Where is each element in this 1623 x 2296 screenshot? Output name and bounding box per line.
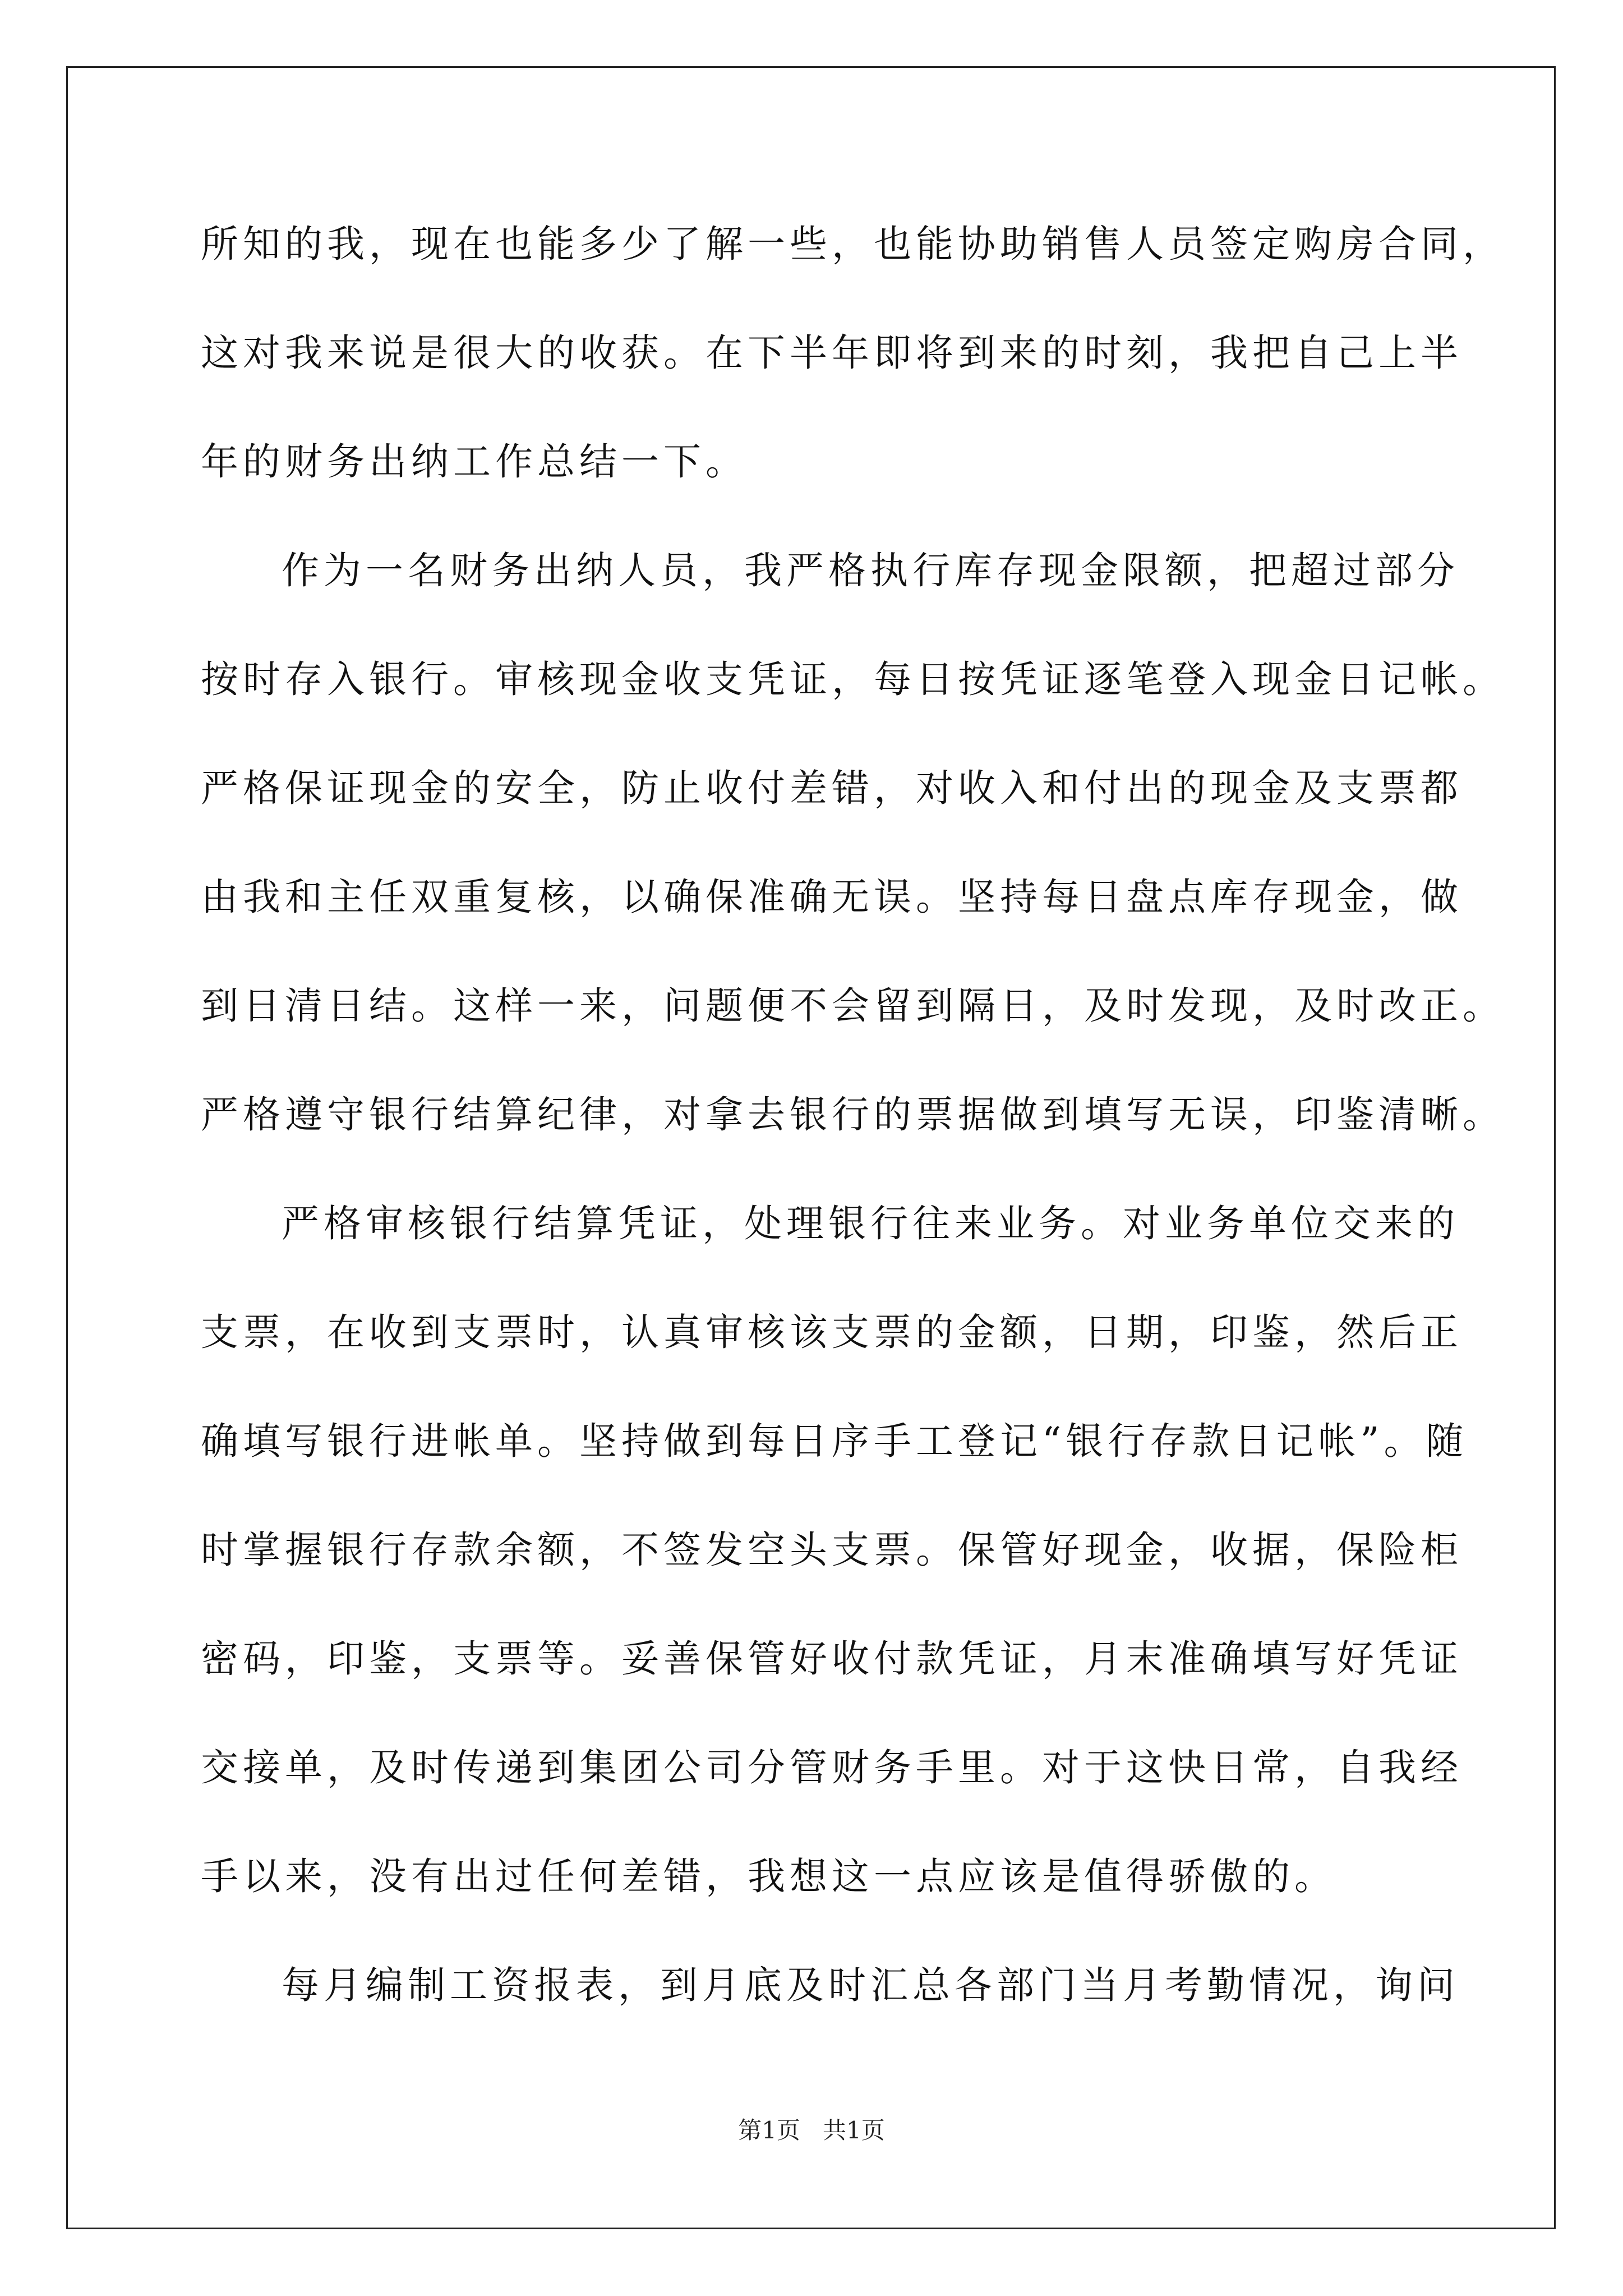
paragraph-first-line: 每月编制工资报表，到月底及时汇总各部门当月考勤情况，询问: [282, 1963, 1459, 2007]
text-line: 由我和主任双重复核，以确保准确无误。坚持每日盘点库存现金，做: [201, 875, 1463, 919]
text-line: 密码，印鉴，支票等。妥善保管好收付款凭证，月末准确填写好凭证: [201, 1637, 1463, 1681]
text-line: 这对我来说是很大的收获。在下半年即将到来的时刻，我把自己上半: [201, 331, 1463, 375]
text-line: 到日清日结。这样一来，问题便不会留到隔日，及时发现，及时改正。: [201, 984, 1505, 1028]
text-line: 严格遵守银行结算纪律，对拿去银行的票据做到填写无误，印鉴清晰。: [201, 1093, 1505, 1137]
paragraph-first-line: 严格审核银行结算凭证，处理银行往来业务。对业务单位交来的: [282, 1202, 1459, 1245]
text-line: 所知的我，现在也能多少了解一些，也能协助销售人员签定购房合同，: [201, 222, 1505, 266]
page-footer: 第1页 共1页: [738, 2116, 885, 2144]
text-line: 支票，在收到支票时，认真审核该支票的金额，日期，印鉴，然后正: [201, 1310, 1463, 1354]
text-line: 严格保证现金的安全，防止收付差错，对收入和付出的现金及支票都: [201, 766, 1463, 810]
text-line: 年的财务出纳工作总结一下。: [201, 440, 748, 484]
text-line: 按时存入银行。审核现金收支凭证，每日按凭证逐笔登入现金日记帐。: [201, 657, 1505, 701]
page-border: [66, 66, 1556, 2229]
text-line: 交接单，及时传递到集团公司分管财务手里。对于这快日常，自我经: [201, 1746, 1463, 1789]
text-line: 时掌握银行存款余额，不签发空头支票。保管好现金，收据，保险柜: [201, 1528, 1463, 1572]
text-line: 确填写银行进帐单。坚持做到每日序手工登记“银行存款日记帐”。随: [201, 1419, 1468, 1463]
paragraph-first-line: 作为一名财务出纳人员，我严格执行库存现金限额，把超过部分: [282, 549, 1459, 592]
text-line: 手以来，没有出过任何差错，我想这一点应该是值得骄傲的。: [201, 1855, 1336, 1898]
